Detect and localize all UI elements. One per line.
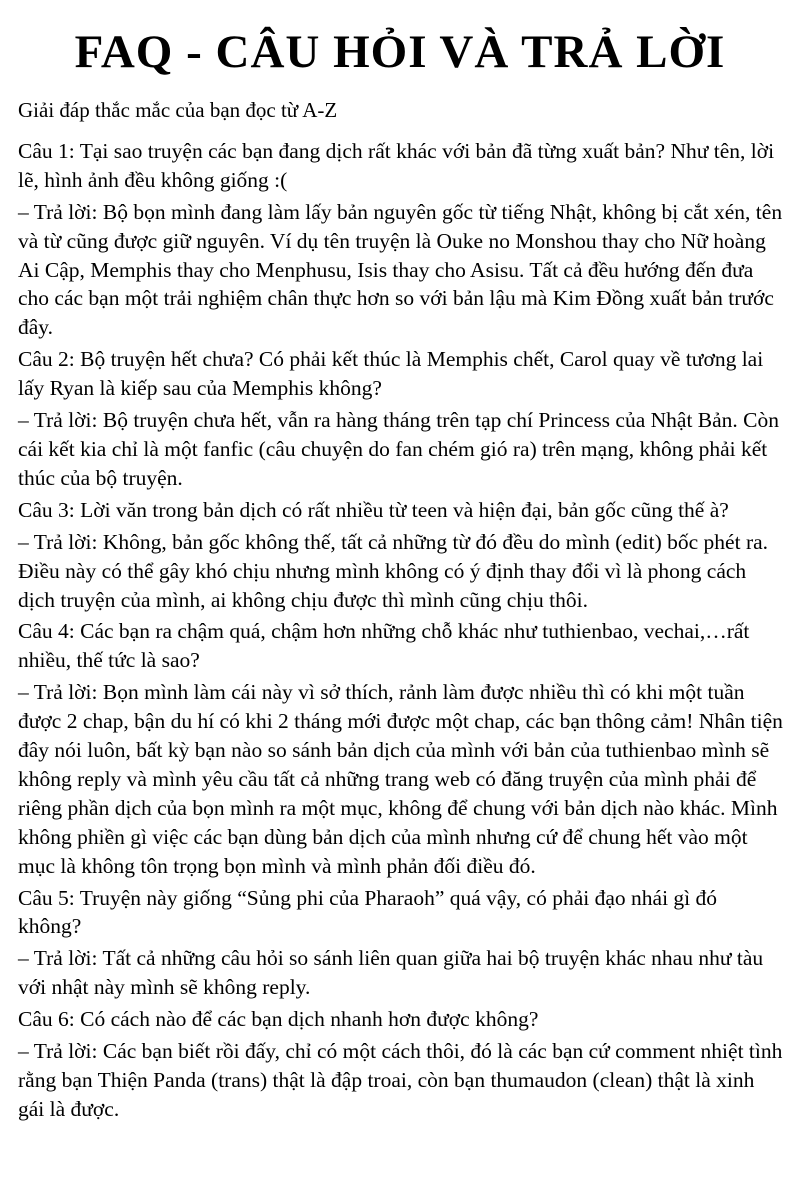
question-text: Câu 4: Các bạn ra chậm quá, chậm hơn những chỗ khác như tuthienbao, vechai,…rất nhiều, thế tức là sao?	[18, 619, 750, 673]
qa-item-2	[16, 344, 784, 493]
qa-item-1	[16, 136, 784, 342]
question-text: Câu 6: Có cách nào để các bạn dịch nhanh hơn được không?	[18, 1007, 539, 1032]
question-text: Câu 2: Bộ truyện hết chưa? Có phải kết thúc là Memphis chết, Carol quay về tương lai lấy Ryan là kiếp sau của Memphis không?	[18, 347, 764, 401]
answer-text: – Trả lời: Không, bản gốc không thế, tất cả những từ đó đều do mình (edit) bốc phét ra. Điều này có thể gây khó chịu nhưng mình không có ý định thay đổi vì là phong cách dịch truyện của mình, ai không chịu được thì mình cũng chịu thôi.	[18, 529, 769, 612]
answer-text: – Trả lời: Bộ bọn mình đang làm lấy bản nguyên gốc từ tiếng Nhật, không bị cắt xén, tên và từ cũng được giữ nguyên. Ví dụ tên truyện là Ouke no Monshou thay cho Nữ hoàng Ai Cập, Memphis thay cho Menphusu, Isis thay cho Asisu. Tất cả đều hướng đến đưa cho các bạn một trải nghiệm chân thực hơn so với bản lậu mà Kim Đồng xuất bản trước đây.	[18, 199, 783, 340]
qa-item-5	[16, 883, 784, 1003]
question-text: Câu 3: Lời văn trong bản dịch có rất nhiều từ teen và hiện đại, bản gốc cũng thế à?	[18, 497, 729, 522]
answer-text: – Trả lời: Bộ truyện chưa hết, vẫn ra hàng tháng trên tạp chí Princess của Nhật Bản. Còn cái kết kia chỉ là một fanfic (câu chuyện do fan chém gió ra) trên mạng, không phải kết thúc của bộ truyện.	[18, 408, 780, 490]
page-title: FAQ - CÂU HỎI VÀ TRẢ LỜI	[74, 26, 726, 78]
qa-item-4	[16, 616, 784, 880]
answer-text: – Trả lời: Các bạn biết rồi đấy, chỉ có một cách thôi, đó là các bạn cứ comment nhiệt tình rằng bạn Thiện Panda (trans) thật là đập troai, còn bạn thumaudon (clean) thật là xinh gái là được.	[18, 1039, 783, 1121]
intro-text: Giải đáp thắc mắc của bạn đọc từ A-Z	[18, 97, 338, 122]
answer-text: – Trả lời: Bọn mình làm cái này vì sở thích, rảnh làm được nhiều thì có khi một tuần được 2 chap, bận du hí có khi 2 tháng mới được một chap, các bạn thông cảm! Nhân tiện đây nói luôn, bất kỳ bạn nào so sánh bản dịch của mình với bản của tuthienbao mình sẽ không reply và mình yêu cầu tất cả những trang web có đăng truyện của mình phải để riêng phần dịch của bọn mình ra một mục, không để chung với bản dịch nào khác. Mình không phiền gì việc các bạn dùng bản dịch của mình nhưng cứ để chung hết vào một mục là không tôn trọng bọn mình và mình phản đối điều đó.	[18, 680, 783, 878]
question-text: Câu 1: Tại sao truyện các bạn đang dịch rất khác với bản đã từng xuất bản? Như tên, lời lẽ, hình ảnh đều không giống :(	[18, 138, 775, 192]
answer-text: – Trả lời: Tất cả những câu hỏi so sánh liên quan giữa hai bộ truyện khác nhau như tàu với nhật này mình sẽ không reply.	[18, 946, 764, 1000]
qa-item-6	[16, 1004, 784, 1124]
question-text: Câu 5: Truyện này giống “Sủng phi của Pharaoh” quá vậy, có phải đạo nhái gì đó không?	[18, 885, 718, 939]
qa-item-3	[16, 495, 784, 615]
